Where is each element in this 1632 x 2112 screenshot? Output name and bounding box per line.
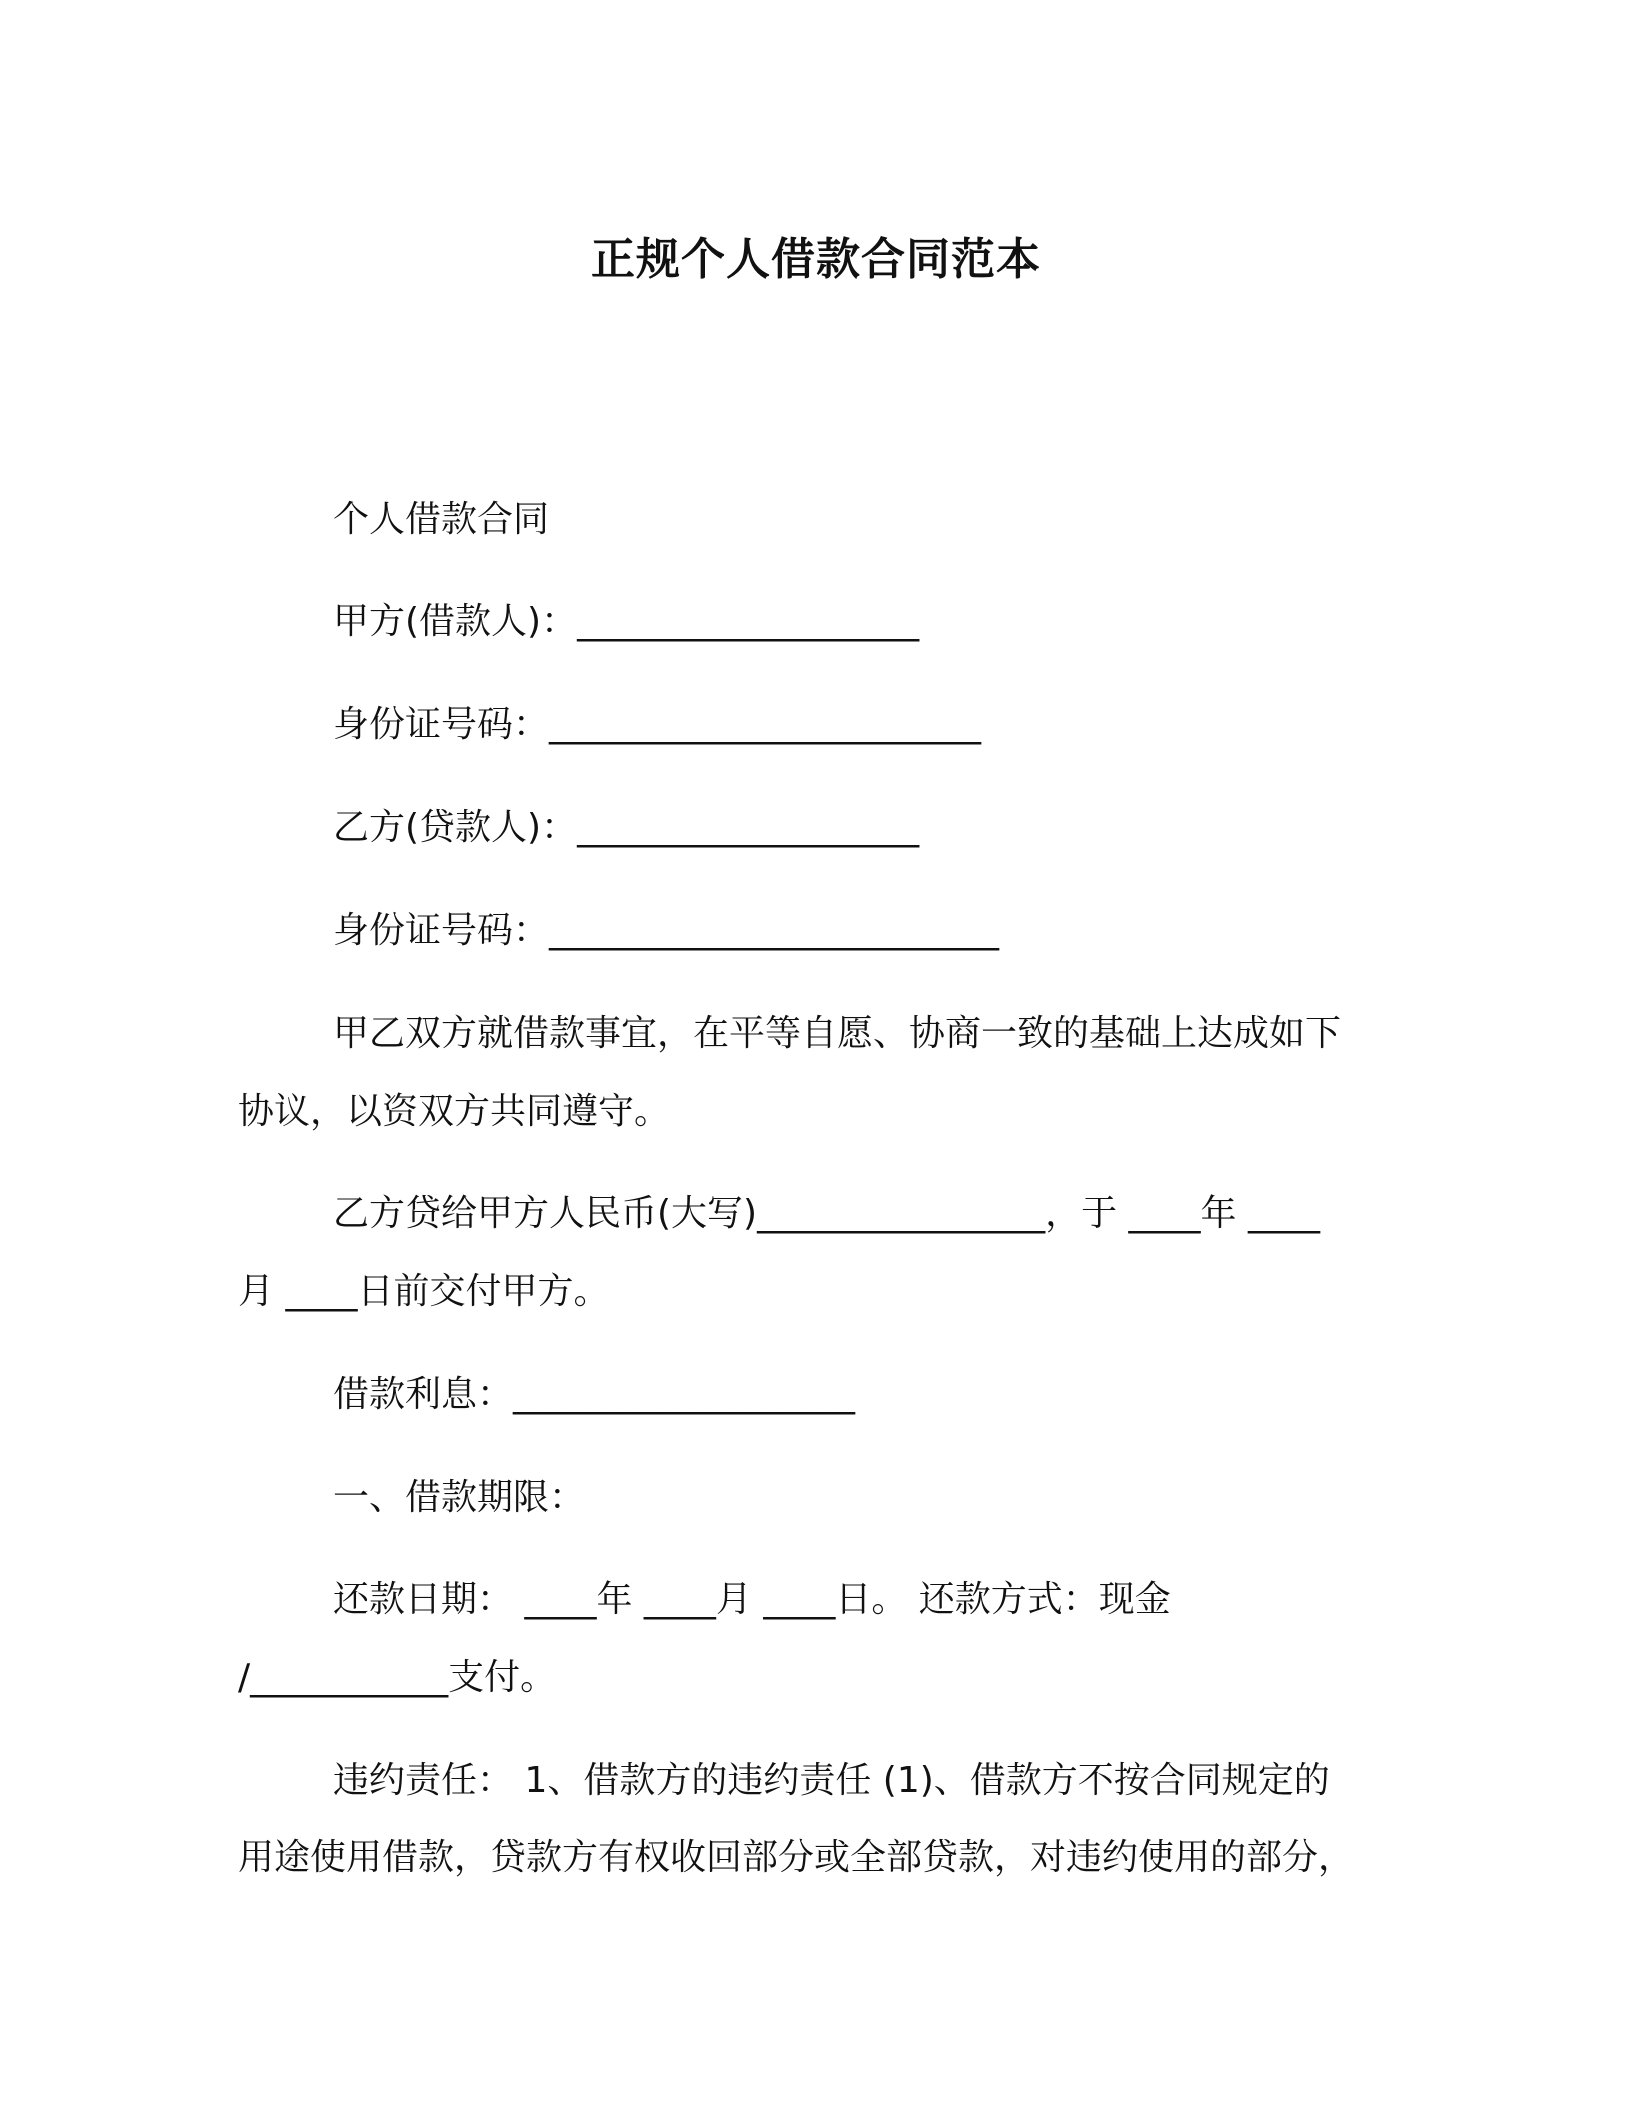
repayment-line-2: /___________支付。	[238, 1657, 557, 1698]
liability-line-1: 违约责任： 1、借款方的违约责任 (1)、借款方不按合同规定的	[333, 1760, 1330, 1801]
contract-heading: 个人借款合同	[333, 499, 550, 540]
loan-interest-line: 借款利息：___________________	[333, 1374, 856, 1415]
loan-amount-line-1: 乙方贷给甲方人民币(大写)________________，于 ____年 ____	[333, 1193, 1320, 1234]
party-a-borrower-line: 甲方(借款人)：___________________	[333, 601, 920, 642]
loan-amount-line-2: 月 ____日前交付甲方。	[238, 1271, 610, 1312]
liability-line-2: 用途使用借款，贷款方有权收回部分或全部贷款，对违约使用的部分，	[238, 1837, 1355, 1878]
agreement-paragraph-line-1: 甲乙双方就借款事宜，在平等自愿、协商一致的基础上达成如下	[333, 1013, 1342, 1054]
party-b-id-line: 身份证号码：_________________________	[333, 910, 1000, 951]
repayment-line-1: 还款日期： ____年 ____月 ____日。 还款方式：现金	[333, 1579, 1171, 1620]
party-b-lender-line: 乙方(贷款人)：___________________	[333, 807, 920, 848]
party-a-id-line: 身份证号码：________________________	[333, 704, 982, 745]
loan-term-heading: 一、借款期限：	[333, 1477, 586, 1518]
agreement-paragraph-line-2: 协议，以资双方共同遵守。	[238, 1091, 671, 1132]
document-title: 正规个人借款合同范本	[591, 234, 1041, 285]
